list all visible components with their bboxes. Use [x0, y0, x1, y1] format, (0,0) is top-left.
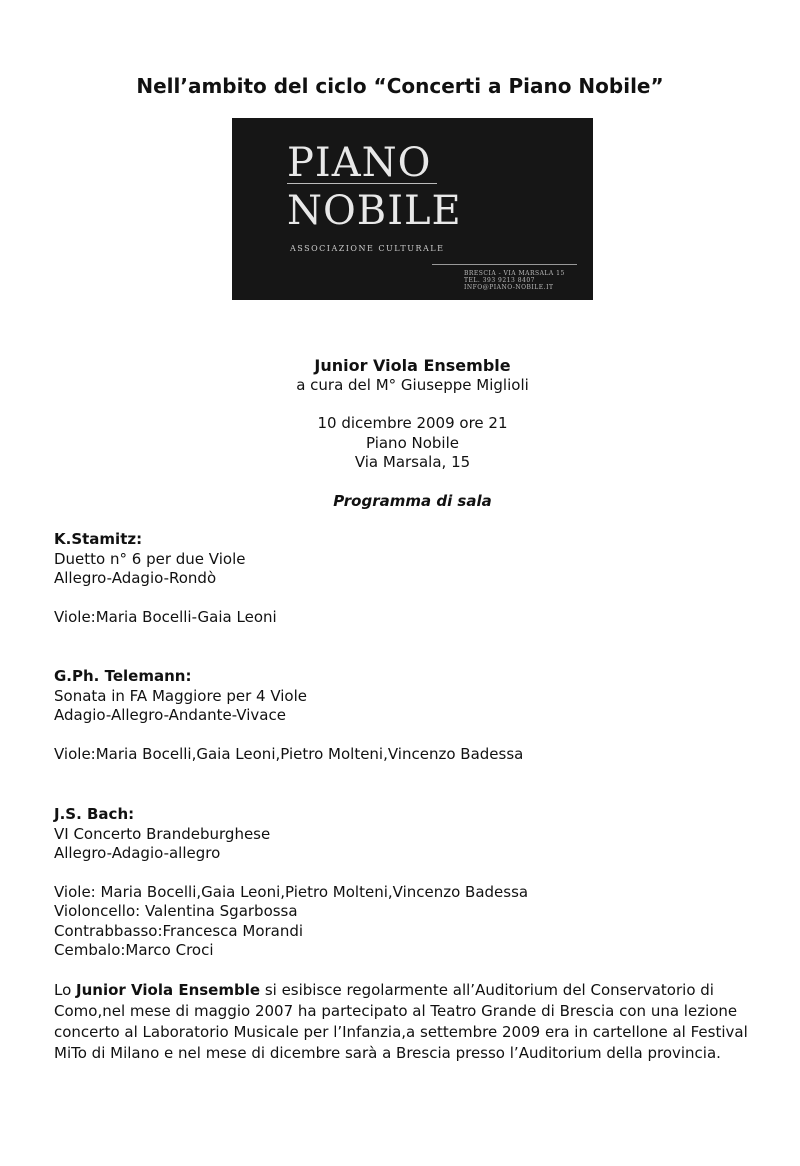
- program-item-stamitz: [54, 530, 277, 627]
- program-item-telemann: [54, 667, 523, 764]
- performers-line: Contrabbasso:Francesca Morandi: [54, 921, 304, 940]
- logo-address-divider: [432, 264, 577, 265]
- logo-address-line: INFO@PIANO-NOBILE.IT: [464, 284, 554, 291]
- event-venue: Piano Nobile: [365, 434, 459, 452]
- bio-prefix: Lo: [54, 981, 77, 999]
- work-movements: Adagio-Allegro-Andante-Vivace: [54, 706, 286, 724]
- performers-line: Viole: Maria Bocelli,Gaia Leoni,Pietro Molteni,Vincenzo Badessa: [54, 882, 529, 901]
- logo-address: [464, 270, 565, 291]
- piano-nobile-logo: [232, 118, 593, 300]
- curator-line: a cura del M° Giuseppe Miglioli: [296, 376, 529, 394]
- event-date: 10 dicembre 2009 ore 21: [317, 414, 508, 432]
- performers-line: Viole:Maria Bocelli,Gaia Leoni,Pietro Molteni,Vincenzo Badessa: [54, 744, 524, 763]
- work-title: Sonata in FA Maggiore per 4 Viole: [54, 686, 307, 705]
- performers-line: Viole:Maria Bocelli-Gaia Leoni: [54, 607, 277, 626]
- document-heading: Nell’ambito del ciclo “Concerti a Piano Nobile”: [136, 74, 664, 98]
- ensemble-title: Junior Viola Ensemble: [314, 356, 511, 375]
- bio-text: si esibisce regolarmente all’Auditorium del Conservatorio di Como,nel mese di maggio 2007 ha partecipato al Teatro Grande di Brescia con una lezione concerto al Laboratorio Musicale per l’Infanzia,a settembre 2009 era in cartellone al Festival MiTo di Milano e nel mese di dicembre sarà a Brescia presso l’Auditorium della provincia.: [54, 981, 748, 1062]
- ensemble-bio: [54, 980, 774, 1064]
- programme-title: Programma di sala: [333, 492, 492, 510]
- work-title: Duetto n° 6 per due Viole: [54, 549, 246, 568]
- logo-address-line: TEL. 393 9213 8407: [464, 277, 535, 284]
- performers-line: Cembalo:Marco Croci: [54, 941, 214, 959]
- work-movements: Allegro-Adagio-allegro: [54, 844, 221, 862]
- composer-name: G.Ph. Telemann:: [54, 667, 192, 685]
- logo-divider: [287, 183, 437, 184]
- composer-name: K.Stamitz:: [54, 530, 143, 548]
- performers-line: Violoncello: Valentina Sgarbossa: [54, 902, 298, 920]
- logo-line-1: PIANO: [287, 140, 432, 186]
- program-item-bach: [54, 805, 528, 961]
- work-title: VI Concerto Brandeburghese: [54, 824, 271, 843]
- logo-line-2: NOBILE: [287, 188, 462, 234]
- logo-subtitle: ASSOCIAZIONE CULTURALE: [290, 244, 445, 253]
- event-address: Via Marsala, 15: [354, 453, 471, 471]
- composer-name: J.S. Bach:: [54, 805, 135, 823]
- work-movements: Allegro-Adagio-Rondò: [54, 569, 217, 587]
- logo-address-line: BRESCIA - VIA MARSALA 15: [464, 270, 565, 277]
- bio-ensemble-name: Junior Viola Ensemble: [76, 981, 261, 999]
